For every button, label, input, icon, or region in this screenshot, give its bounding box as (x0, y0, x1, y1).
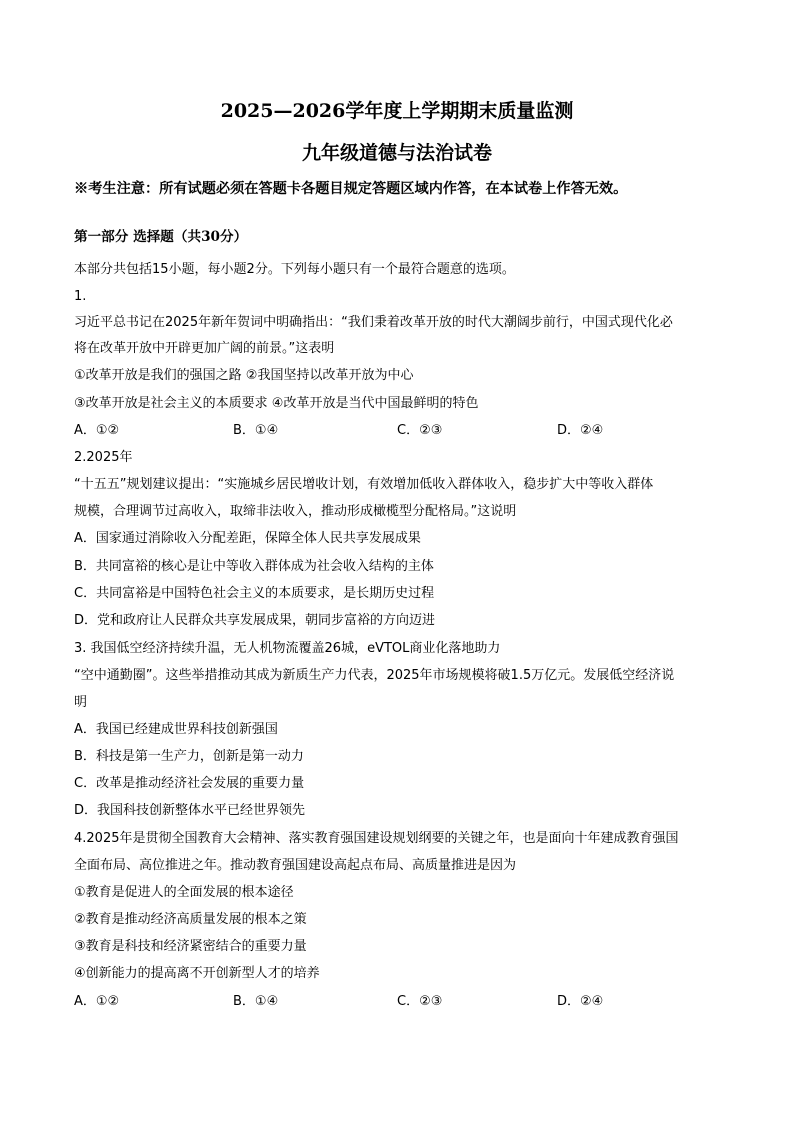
question-4-statement: ③教育是科技和经济紧密结合的重要力量 (74, 939, 307, 954)
question-3-option-b: B．科技是第一生产力，创新是第一动力 (74, 749, 304, 764)
question-1-statement: ①改革开放是我们的强国之路 ②我国坚持以改革开放为中心 (74, 368, 414, 383)
question-2-option-a: A．国家通过消除收入分配差距，保障全体人民共享发展成果 (74, 531, 421, 546)
question-4-statement: ④创新能力的提高离不开创新型人才的培养 (74, 966, 320, 981)
question-4-stem: 全面布局、高位推进之年。推动教育强国建设高起点布局、高质量推进是因为 (74, 858, 517, 873)
exam-notice: ※考生注意：所有试题必须在答题卡各题目规定答题区域内作答，在本试卷上作答无效。 (74, 181, 628, 197)
question-1-option-b: B．①④ (233, 423, 279, 438)
section-title: 第一部分 选择题（共30分） (74, 229, 248, 245)
question-3-stem: 明 (74, 695, 88, 710)
question-3-stem: 3. 我国低空经济持续升温，无人机物流覆盖26城，eVTOL商业化落地助力 (74, 641, 501, 656)
question-3-option-c: C．改革是推动经济社会发展的重要力量 (74, 776, 305, 791)
question-2-option-c: C．共同富裕是中国特色社会主义的本质要求，是长期历史过程 (74, 586, 435, 601)
question-2-number: 2.2025年 (74, 450, 133, 465)
question-4-stem: 4.2025年是贯彻全国教育大会精神、落实教育强国建设规划纲要的关键之年，也是面向十年建成教育强国 (74, 831, 679, 846)
question-1-stem: 将在改革开放中开辟更加广阔的前景。”这表明 (74, 341, 335, 356)
question-2-stem: “十五五”规划建议提出：“实施城乡居民增收计划，有效增加低收入群体收入，稳步扩大中等收入群体 (74, 477, 654, 492)
question-4-statement: ①教育是促进人的全面发展的根本途径 (74, 885, 294, 900)
question-3-stem: “空中通勤圈”。这些举措推动其成为新质生产力代表，2025年市场规模将破1.5万亿元。发展低空经济说 (74, 668, 675, 683)
question-1-stem: 习近平总书记在2025年新年贺词中明确指出：“我们秉着改革开放的时代大潮阔步前行，中国式现代化必 (74, 315, 673, 330)
question-1-number: 1. (74, 289, 87, 304)
question-1-option-a: A．①② (74, 423, 120, 438)
question-1-statement: ③改革开放是社会主义的本质要求 ④改革开放是当代中国最鲜明的特色 (74, 396, 479, 411)
question-2-stem: 规模，合理调节过高收入，取缔非法收入，推动形成橄榄型分配格局。”这说明 (74, 504, 517, 519)
question-3-option-d: D．我国科技创新整体水平已经世界领先 (74, 803, 306, 818)
question-1-option-d: D．②④ (557, 423, 604, 438)
question-2-option-b: B．共同富裕的核心是让中等收入群体成为社会收入结构的主体 (74, 559, 434, 574)
question-3-option-a: A．我国已经建成世界科技创新强国 (74, 722, 278, 737)
exam-subtitle: 九年级道德与法治试卷 (301, 142, 492, 164)
question-2-option-d: D．党和政府让人民群众共享发展成果，朝同步富裕的方向迈进 (74, 613, 436, 628)
question-1-option-c: C．②③ (397, 423, 443, 438)
question-4-option-c: C．②③ (397, 994, 443, 1009)
question-4-option-d: D．②④ (557, 994, 604, 1009)
question-4-statement: ②教育是推动经济高质量发展的根本之策 (74, 912, 307, 927)
section-instructions: 本部分共包括15小题，每小题2分。下列每小题只有一个最符合题意的选项。 (74, 262, 515, 277)
question-4-option-b: B．①④ (233, 994, 279, 1009)
exam-title: 2025—2026学年度上学期期末质量监测 (220, 100, 574, 122)
question-4-option-a: A．①② (74, 994, 120, 1009)
